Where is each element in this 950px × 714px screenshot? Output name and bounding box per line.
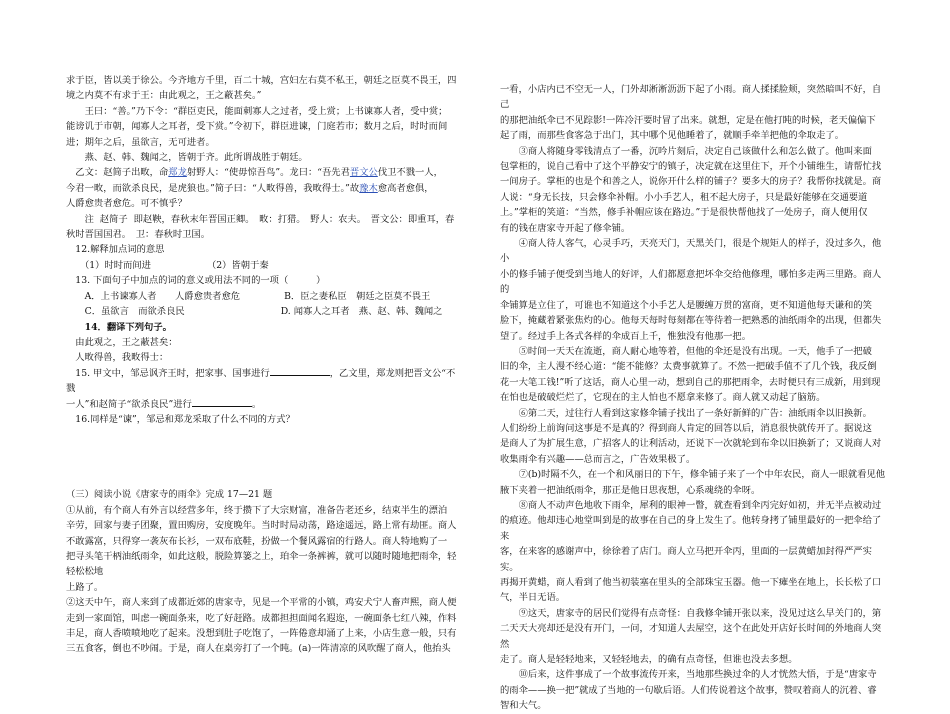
passage-b-text: 乙文：赵简子出畋，命 (66, 167, 169, 179)
passage-b-note: 秋时晋国国君。 卫：春秋时卫国。 (66, 229, 211, 241)
question-13-title: 13. 下面句子中加点的词的意义或用法不同的一项（ ） (66, 275, 326, 287)
q13-row-ab (66, 289, 458, 304)
story-p8-line: 的痕迹。他却违心地堂叫到是的故事在自己的身上发生了。他转身拷了铺里最好的一把伞给了来 (500, 515, 882, 542)
story-p1-line: 把寻头笔干柄油纸雨伞，如此这般，脱险算篓之上，珀伞一条裤裤，就可以随时随地把雨伞，轻轻松松地 (66, 550, 457, 578)
story-p4-line: ④商人待人客气，心灵手巧，天亮天门，天黑关门，很是个规矩人的样子，没过多久，他小 (500, 238, 882, 265)
story-p10-line: 智和大气。 (500, 700, 547, 712)
story-p1-line: 上路了。 (66, 581, 104, 593)
story-p7-line: 腋下夹着一把油纸雨伞，那正是他日思夜想，心系魂绕的伞呀。 (500, 484, 761, 496)
q12-item-2: （2）皆朝于秦 (206, 259, 269, 271)
left-column (66, 0, 458, 657)
q13-option-d: D. 闻寡人之耳者 燕、赵、韩、魏闻之 (280, 306, 443, 318)
passage-a-line: 王曰：“善。”乃下令：“群臣吏民，能面刺寡人之过者，受上赏；上书谏寡人者，受中赏； (66, 105, 448, 117)
story-p8-line: 客，在来客的感谢声中，徐徐着了店门。商人立马把开伞丙，里面的一层黄蜡加封得严严实实。 (500, 546, 872, 573)
q15-text: ，乙文里，郑龙则把晋文公“不戮 (66, 367, 456, 395)
story-p3-line: 一间房子。掌柜的也是个和善之人，说你开什么样的铺子？要多大的房子？我帮你找就是。商 (500, 176, 882, 188)
passage-a-line: 进；期年之后，虽欲言，无可进者。 (66, 136, 215, 148)
story-p8-line: 气，半日无语。 (500, 592, 566, 604)
story-p3-line: 人说：“身无长技，只会修伞补帽。小小手艺人，租不起大房子，只是最好能够在交通要道 (500, 191, 868, 203)
q13-option-a: A．上书谏寡人者 人爵愈贵者愈危 (66, 290, 241, 302)
passage-b-note: 注 赵简子 即赵鞅，春秋末年晋国正卿。 畋：打猎。 野人：农夫。 晋文公：即重耳，春 (66, 213, 455, 225)
q15-text: 15. 甲文中，邹忌讽齐王时，把家事、国事进行 (66, 367, 270, 379)
story-p2-line: 走到一家面馆，叫虑一碗面条来，吃了好赶路。成都担担面闻名遐迩，一碗面条七红八辣，作料 (66, 612, 457, 624)
passage-b-text: 今君一畋，而欲杀良民，是虎狼也。”简子曰：“人畋得兽，我畋得士。”故 (66, 182, 360, 194)
q15-blank-1[interactable] (270, 366, 330, 376)
question-15-line (66, 397, 458, 412)
passage-a-line: 求于臣，皆以美于徐公。今齐地方千里，百二十城，宫妇左右莫不私王，朝廷之臣莫不畏王，四 (66, 75, 457, 86)
question-16: 16.同样是“谏”，邹忌和郑龙采取了什么不同的方式？ (66, 413, 295, 425)
question-15-line (66, 366, 458, 397)
story-p9-line: 走了。商人是轻轻地来，又轻轻地去，的确有点奇怪，但谁也没去多想。 (500, 654, 798, 666)
story-p8-line: 再揭开黄蜡，商人看到了他当初装塞在里头的全部珠宝玉器。他一下瘫坐在地上，长长松了口 (500, 577, 882, 588)
q15-text: 一人”和赵简子“欲杀良民”进行 (66, 398, 192, 410)
story-p4-line: 脸下，掩藏着紧张焦灼的心。他每天每时每刻都在等待着一把熟悉的油纸雨伞的出现，但都失 (500, 315, 882, 327)
passage-b-line (66, 181, 458, 196)
passage-b-line: 人爵愈贵者愈危。可不慎乎？ (66, 198, 187, 210)
passage-b-text: 伐卫不戮一人， (377, 167, 443, 179)
story-p10-line: 的雨伞——换一把”就成了当地的一句歇后语。人们传说着这个故事，赞叹着商人的沉着、睿 (500, 684, 877, 696)
story-p4-line: 小的修手铺子便受到当地人的好评，人们都愿意把坏伞交给他修理，哪怕多走两三里路。商人的 (500, 268, 882, 296)
story-p4-line: 望了。经过手上各式各样的伞成百上千，惟独没有他那一把。 (500, 330, 752, 342)
passage-b-text: 射野人：“使毋惊吾鸟”。龙曰：“吾先君 (186, 167, 350, 179)
story-p6-line: 人们纷纷上前询问这事是不是真的？得到商人肯定的回答以后，消息很快就传开了。据说这 (500, 422, 872, 434)
story-p6-line: ⑥第二天，过往行人看到这家修伞铺子找出了一条好新鲜的广告：油纸雨伞以旧换新。 (500, 407, 872, 419)
link-yumu[interactable]: 豫木 (359, 182, 378, 194)
story-p2-line: ②这天中午，商人来到了成都近郊的唐家寺，见是一个平常的小镇，鸡安犬宁人畜声熙，商人便 (66, 597, 457, 609)
section-3-title: （三）阅读小说《唐家寺的雨伞》完成 17—21 题 (66, 489, 273, 501)
passage-b-text: 愈高者愈俱， (377, 182, 434, 194)
question-12-title: 12.解释加点词的意思 (66, 244, 165, 256)
story-p1-line: 不敢露富，只得穿一袭灰布长衫，一双布底鞋，扮做一个餐风露宿的行路人。商人特地购了一 (66, 535, 448, 547)
story-p3-line: 包掌柜的，说自己看中了这个平静安宁的镇子，决定就在这里住下，开个小铺维生，请帮忙找 (500, 161, 882, 173)
story-p3-line: 有的钱在唐家寺开起了修伞铺。 (500, 222, 631, 234)
story-p5-line: 在怕也是破破烂烂了，它现在的主人怕也不愿拿来修了。商人就又动起了脑筋。 (500, 392, 826, 404)
q14-sentence-1: 由此观之，王之蔽甚矣： (66, 336, 178, 348)
story-p3-line: 上。”掌柜的笑道：“当然，修手补帽应该在路边。”于是很快帮他找了一处房子，商人便用仅 (500, 207, 868, 219)
q13-option-c: C．虽欲言 而欲杀良民 (66, 306, 185, 318)
story-p2-cont-line: 一看，小店内已不空无一人，门外却淅淅沥沥下起了小雨。商人揉揉脸颊，突然暗叫不好，自己 (500, 84, 882, 111)
story-p9-line: 二天天大亮却还是没有开门，一问，才知道人去屋空，这个在此处开店好长时间的外地商人突然 (500, 623, 882, 650)
passage-a-line: 境之内莫不有求于王：由此观之，王之蔽甚矣。” (66, 90, 262, 102)
story-p2-line: 三五食客，倒也不吵闹。于是，商人在桌旁打了一个盹。(a)一阵清凉的风吹醒了商人，他抬头 (66, 643, 451, 655)
link-jinwengong[interactable]: 晋文公 (349, 167, 378, 179)
q13-option-b: B．臣之妻私臣 朝廷之臣莫不畏王 (284, 290, 431, 302)
story-p2-cont-line: 的那把油纸伞已不见踪影!一阵冷汗要时冒了出来。就想，定是在他打盹的时候，老天偏偏下 (500, 114, 876, 126)
q13-row-cd (66, 304, 458, 319)
passage-b-line (66, 165, 458, 180)
question-14-title: 14．翻译下列句子。 (66, 321, 172, 333)
story-p2-line: 丰足，商人香喷喷地吃了起来。没想到肚子吃饱了，一阵倦意却涌了上来，小店生意一般，只有 (66, 628, 457, 639)
right-column (500, 0, 890, 714)
passage-a-line: 能谤讥于市朝，闻寡人之耳者，受下赏。”令初下，群臣进谏，门庭若市；数月之后，时时而间 (66, 121, 448, 133)
story-p4-line: 伞铺算是立住了，可谁也不知道这个小手艺人是腰缠万贯的富商，更不知道他每天谦和的笑 (500, 299, 872, 311)
q12-item-1: （1）时时而间进 (66, 259, 151, 271)
story-p6-line: 是商人了为扩展生意，广招客人的让利活动，还说下一次就轮到布伞以旧换新了；又说商人对 (500, 438, 882, 450)
q14-sentence-2: 人畋得兽，我畋得士： (66, 352, 169, 364)
q15-blank-2[interactable] (192, 397, 252, 407)
story-p1-line: 辛劳，回家与妻子团聚，置田购房，安度晚年。当时时局动荡，路途遥远，路上常有劫匪。商人 (66, 520, 457, 532)
story-p6-line: 收集雨伞有兴趣——总而言之，广告效果极了。 (500, 453, 696, 465)
story-p8-line: ⑧商人不动声色地收下雨伞，犀利的眼神一瞥，就查看到伞丙完好如初，并无半点被动过 (500, 499, 882, 511)
story-p2-cont-line: 起了雨，而那些食客急于出门，其中哪个见他睡着了，就顺手牵羊把他的伞取走了。 (500, 130, 844, 142)
story-p5-line: 旧的伞，主人漫不经心道：“能不能修？太费事就算了。不然一把破手值不了几个钱，我反倒 (500, 361, 877, 373)
story-p5-line: ⑤时间一天天在流逝，商人耐心地等着，但他的伞还是没有出现。一天，他手了一把破 (500, 345, 872, 357)
passage-a-line: 燕、赵、韩、魏闻之，皆朝于齐。此所谓战胜于朝廷。 (66, 152, 308, 164)
story-p10-line: ⑩后来，这件事成了一个故事流传开来，当地那些换过伞的人才恍然大悟，于是“唐家寺 (500, 669, 877, 681)
story-p7-line: ⑦(b)时隔不久，在一个和风丽日的下午，修伞铺子来了一个中年农民，商人一眼就看见他 (500, 469, 886, 481)
story-p5-line: 花一大笔工钱!”听了这话，商人心里一动，想到自己的那把雨伞，去时便只有三成新，用到现 (500, 376, 881, 388)
link-zhenglong[interactable]: 郑龙 (168, 167, 187, 179)
story-p3-line: ③商人将随身零钱清点了一番，沉吟片刻后，决定自己该做什么和怎么做了。他叫来面 (500, 145, 872, 157)
story-p9-line: ⑨这天，唐家寺的居民们觉得有点奇怪：自我修伞铺开张以来，没见过这么早关门的，第 (500, 607, 882, 619)
question-12-items (66, 258, 458, 273)
q15-text: 。 (251, 398, 262, 410)
story-p1-line: ①从前，有个商人有外言以经营多年，终于攒下了大宗财富，准备告老还乡，结束半生的漂泊 (66, 504, 448, 516)
